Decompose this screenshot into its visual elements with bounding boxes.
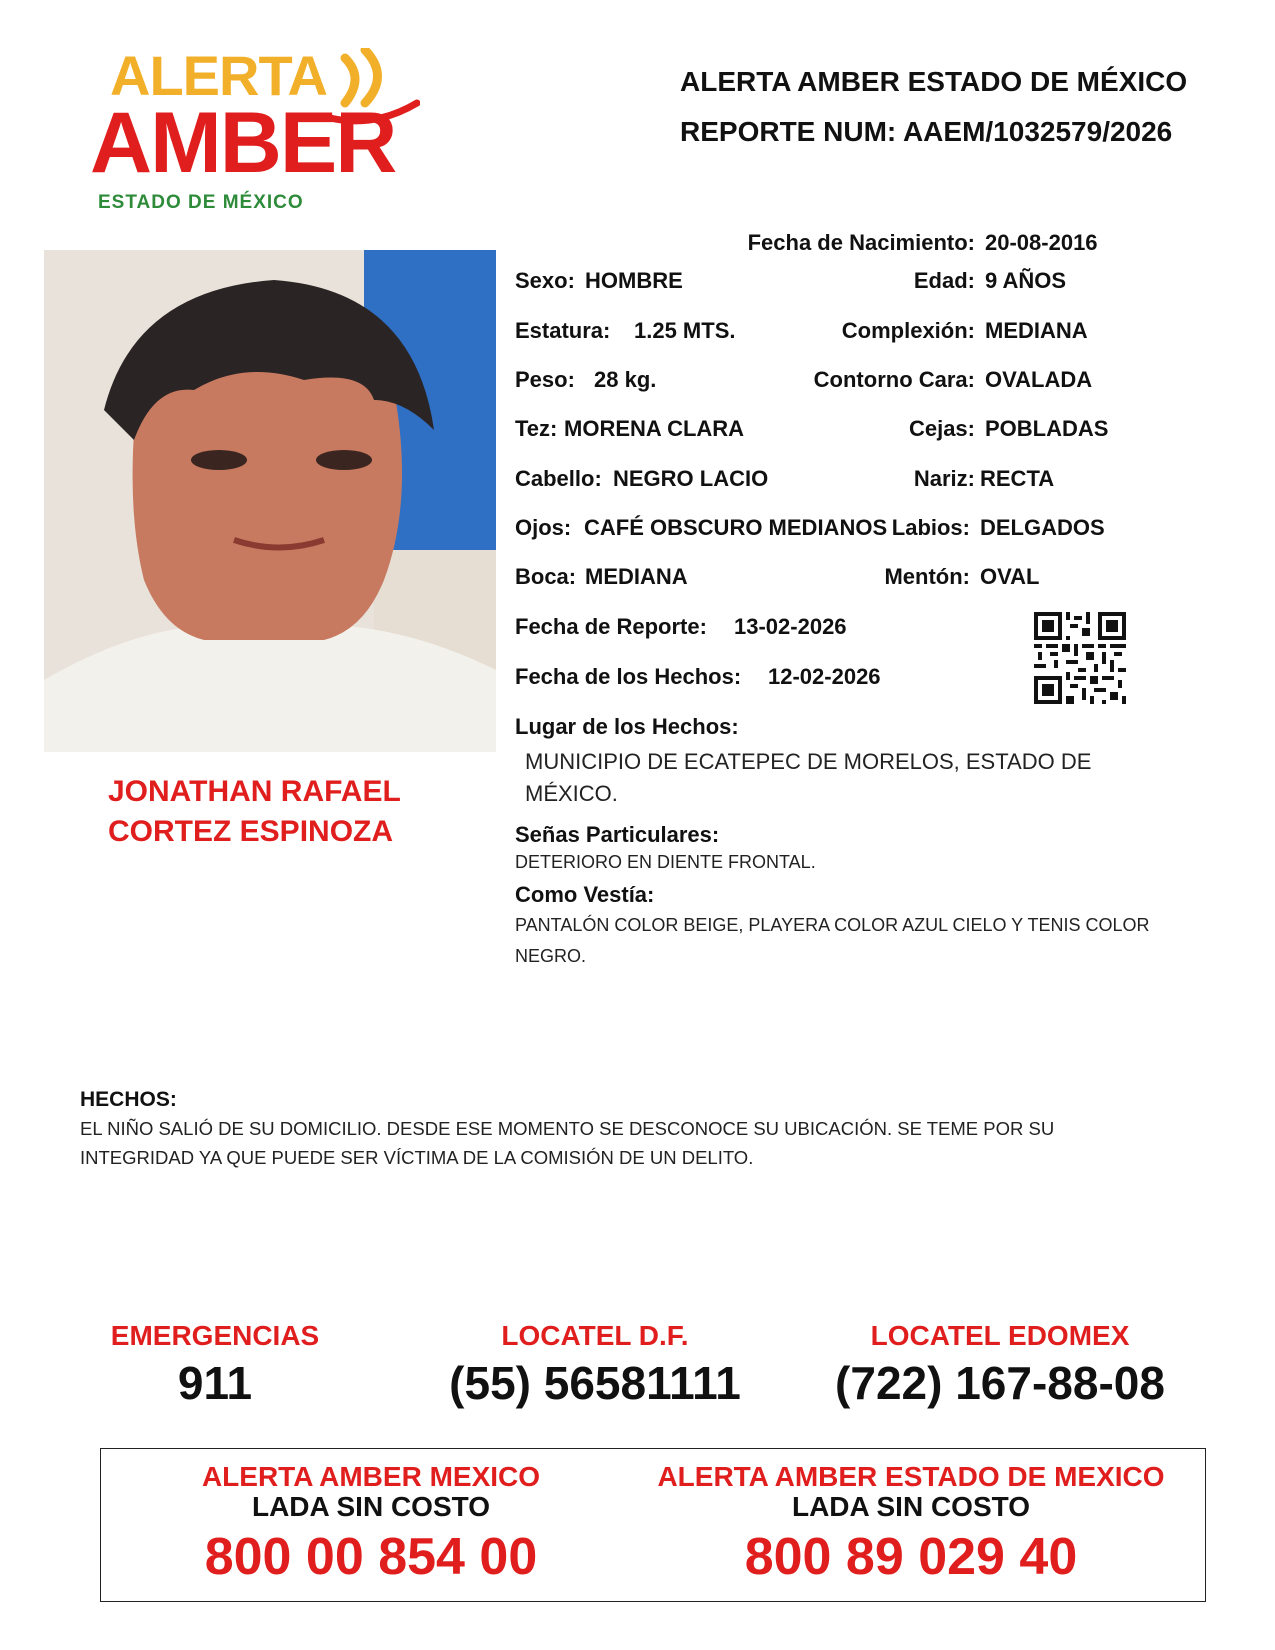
qr-code-icon xyxy=(1034,612,1126,704)
alerta-amber-logo xyxy=(90,44,420,218)
logo-rays-icon xyxy=(325,48,420,128)
clothing-label: Como Vestía: xyxy=(515,882,655,907)
facts-label: HECHOS: xyxy=(80,1088,177,1111)
marks-label: Señas Particulares: xyxy=(515,822,720,847)
report-date-value: 13-02-2026 xyxy=(734,614,847,639)
incident-place-value: MUNICIPIO DE ECATEPEC DE MORELOS, ESTADO DE MÉXICO. xyxy=(525,749,1092,806)
chin-label: Mentón: xyxy=(884,564,970,589)
contact-locatel-edomex-number: (722) 167-88-08 xyxy=(835,1357,1165,1409)
toll-free-mexico-number: 800 00 854 00 xyxy=(204,1528,538,1586)
marks-value: DETERIORO EN DIENTE FRONTAL. xyxy=(515,852,816,872)
nose-label: Nariz: xyxy=(913,466,975,491)
clothing-value: PANTALÓN COLOR BEIGE, PLAYERA COLOR AZUL CIELO Y TENIS COLOR NEGRO. xyxy=(515,915,1150,966)
height-label: Estatura: xyxy=(515,318,611,343)
eyes-value: CAFÉ OBSCURO MEDIANOS xyxy=(584,515,888,540)
toll-free-edomex-title: ALERTA AMBER ESTADO DE MEXICO xyxy=(657,1461,1165,1492)
birthdate-label: Fecha de Nacimiento: xyxy=(747,230,975,255)
build-label: Complexión: xyxy=(841,318,975,343)
face-shape-label: Contorno Cara: xyxy=(813,367,975,392)
contact-locatel-edomex-title: LOCATEL EDOMEX xyxy=(870,1320,1130,1351)
skin-label: Tez: xyxy=(515,416,558,441)
contact-emergencias-number: 911 xyxy=(177,1357,253,1409)
logo-alerta-text: ALERTA xyxy=(110,44,327,107)
eyes-label: Ojos: xyxy=(515,515,572,540)
birthdate-value: 20-08-2016 xyxy=(985,230,1098,255)
eyebrows-value: POBLADAS xyxy=(985,416,1109,441)
toll-free-box xyxy=(100,1448,1206,1602)
contact-locatel-df-title: LOCATEL D.F. xyxy=(501,1320,689,1351)
face-shape-value: OVALADA xyxy=(985,367,1093,392)
facts-text: EL NIÑO SALIÓ DE SU DOMICILIO. DESDE ESE MOMENTO SE DESCONOCE SU UBICACIÓN. SE TEME POR SU INTEGRIDAD YA QUE PUEDE SER VÍCTIMA DE LA COMISIÓN DE UN DELITO. xyxy=(80,1118,1055,1168)
nose-value: RECTA xyxy=(980,466,1055,491)
missing-person-photo xyxy=(44,250,496,752)
contact-locatel-df-number: (55) 56581111 xyxy=(449,1357,741,1409)
sex-value: HOMBRE xyxy=(585,268,683,293)
contact-emergencias-title: EMERGENCIAS xyxy=(110,1320,320,1351)
mouth-label: Boca: xyxy=(515,564,577,589)
toll-free-edomex-number: 800 89 029 40 xyxy=(744,1528,1078,1586)
build-value: MEDIANA xyxy=(985,318,1088,343)
toll-free-edomex-subtitle: LADA SIN COSTO xyxy=(791,1491,1030,1522)
toll-free-mexico-title: ALERTA AMBER MEXICO xyxy=(201,1461,541,1492)
logo-estado-text: ESTADO DE MÉXICO xyxy=(98,192,304,213)
logo-amber-text: AMBER xyxy=(90,95,396,191)
lips-value: DELGADOS xyxy=(980,515,1105,540)
toll-free-mexico-subtitle: LADA SIN COSTO xyxy=(251,1491,490,1522)
person-name-first: JONATHAN RAFAEL xyxy=(108,775,401,808)
person-name-last: CORTEZ ESPINOZA xyxy=(108,815,394,848)
sex-label: Sexo: xyxy=(515,268,575,293)
age-value: 9 AÑOS xyxy=(985,268,1067,293)
age-label: Edad: xyxy=(913,268,975,293)
weight-label: Peso: xyxy=(515,367,575,392)
lips-label: Labios: xyxy=(891,515,970,540)
eyebrows-label: Cejas: xyxy=(908,416,975,441)
incident-place-label: Lugar de los Hechos: xyxy=(515,714,739,739)
skin-value: MORENA CLARA xyxy=(564,416,745,441)
hair-value: NEGRO LACIO xyxy=(613,466,769,491)
report-date-label: Fecha de Reporte: xyxy=(515,614,707,639)
incident-date-label: Fecha de los Hechos: xyxy=(515,664,742,689)
report-number: REPORTE NUM: AAEM/1032579/2026 xyxy=(680,116,1173,147)
incident-date-value: 12-02-2026 xyxy=(768,664,881,689)
chin-value: OVAL xyxy=(980,564,1040,589)
height-value: 1.25 MTS. xyxy=(634,318,736,343)
weight-value: 28 kg. xyxy=(594,367,657,392)
mouth-value: MEDIANA xyxy=(585,564,688,589)
header-title: ALERTA AMBER ESTADO DE MÉXICO xyxy=(680,66,1188,97)
hair-label: Cabello: xyxy=(515,466,602,491)
